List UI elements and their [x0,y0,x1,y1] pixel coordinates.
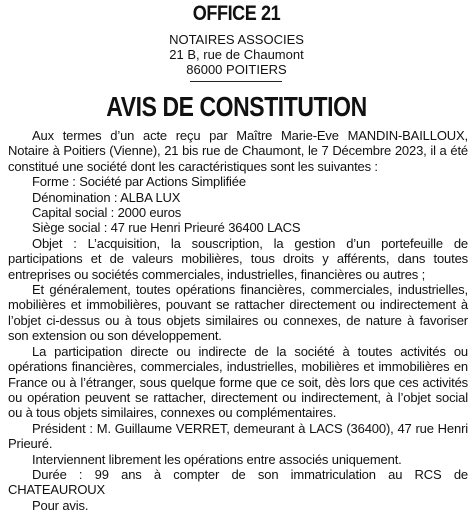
address-line-street: 21 B, rue de Chaumont [169,47,304,62]
general-operations-paragraph: Et généralement, toutes opérations financières, commerciales, industrielles, mobilières et immobilières, pouvant se rattacher directement ou indirectement à l’objet ci-dessus ou à tous objets similaires ou connexes, de nature à favoriser son extension ou son développement. [8,282,468,344]
header-divider [190,81,282,82]
notice-title: AVIS DE CONSTITUTION [106,91,367,122]
form-line: Forme : Société par Actions Simplifiée [32,174,246,190]
name-line: Dénomination : ALBA LUX [32,189,181,205]
president-line: Président : M. Guillaume VERRET, demeurant à LACS (36400), 47 rue Henri Prieuré. [8,420,468,452]
transfers-line: Interviennent librement les opérations entre associés uniquement. [32,451,402,467]
intro-paragraph: Aux termes d’un acte reçu par Maître Marie-Eve MANDIN-BAILLOUX, Notaire à Poitiers (Vienne), 21 bis rue de Chaumont, le 7 Décembre 2023, il a été constitué une société dont les caractéristiques sont les suivantes : [8,128,468,174]
office-name: OFFICE 21 [192,2,281,25]
notice-body [8,128,468,513]
address-line-city: 86000 POITIERS [186,62,287,77]
participation-paragraph: La participation directe ou indirecte de la société à toutes activités ou opérations financières, commerciales, industrielles, mobilières et immobilières en France ou à l’étranger, sous quelque forme que ce soit, dès lors que ces activités ou opération peuvent se rattacher, directement ou indirectement, à l’objet social ou à tous objets similaires, connexes ou complémentaires. [8,343,468,421]
duration-line: Durée : 99 ans à compter de son immatriculation au RCS de CHATEAUROUX [8,466,468,498]
closing-line: Pour avis. [32,497,89,513]
address-line-firm: NOTAIRES ASSOCIES [169,32,304,47]
head-office-line: Siège social : 47 rue Henri Prieuré 36400 LACS [32,220,301,236]
purpose-paragraph: Objet : L’acquisition, la souscription, la gestion d’un portefeuille de participations et de valeurs mobilières, tous droits y afférents, dans toutes entreprises ou sociétés commerciales, industrielles, financières ou autres ; [8,235,468,282]
capital-line: Capital social : 2000 euros [32,205,182,221]
